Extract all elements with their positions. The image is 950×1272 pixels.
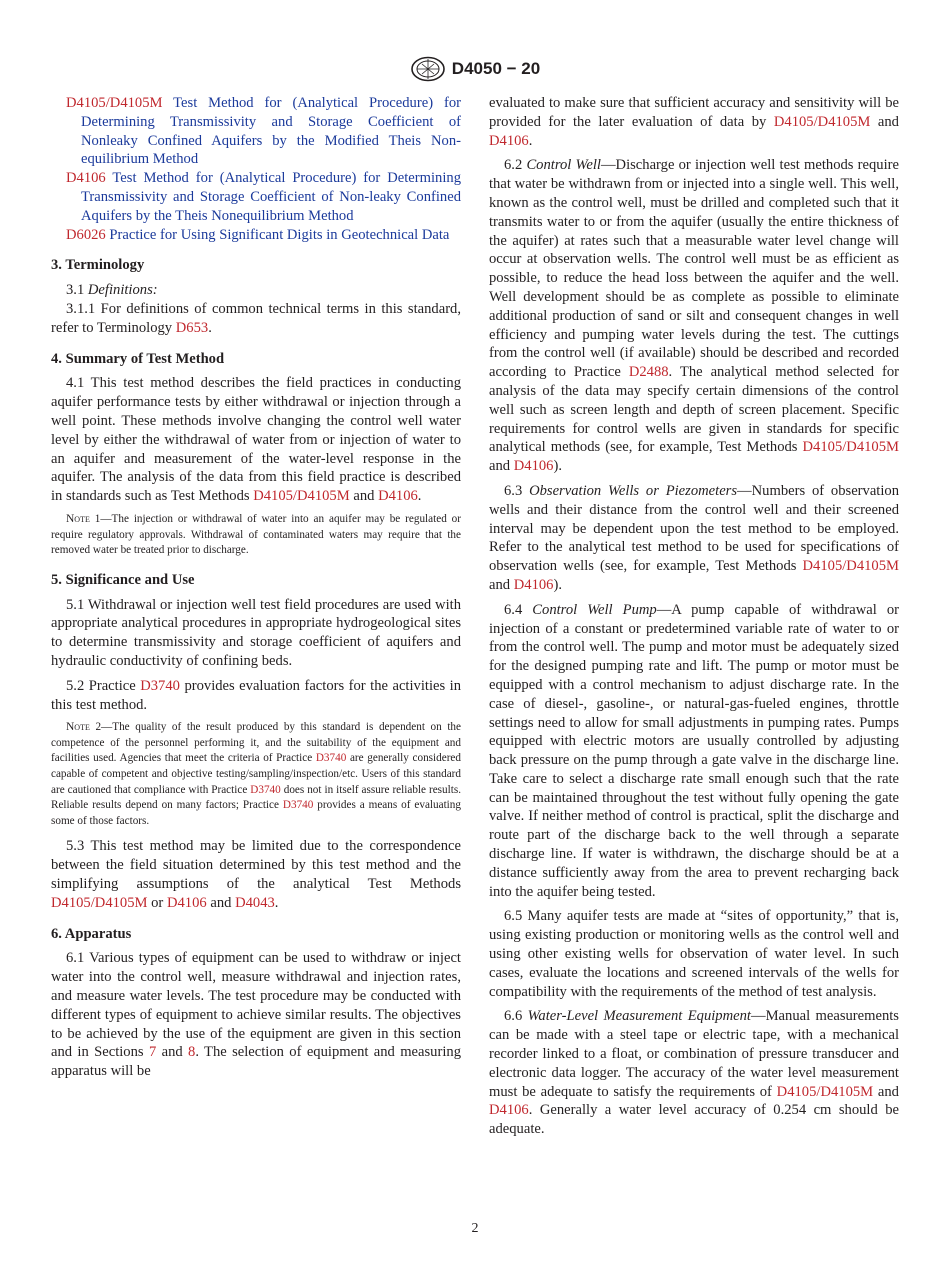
reference-link[interactable]: D4106 — [513, 576, 554, 593]
left-column — [51, 94, 461, 1087]
paragraph: 6.5 Many aquifer tests are made at “sites of opportunity,” that is, using existing production or monitoring wells as the control well and using other existing wells for observation of water level. In such cases, evaluate the locations and screened intervals of the wells for compatibility with the requirements of the method of test analysis. — [489, 908, 899, 1000]
reference-link[interactable]: D4105/D4105M — [776, 1083, 874, 1100]
section-heading: 6. Apparatus — [51, 925, 132, 942]
paragraph: 5.2 Practice D3740 provides evaluation factors for the activities in this test method. — [51, 677, 461, 713]
reference-link[interactable]: D4106 — [489, 1102, 529, 1119]
reference-link[interactable]: D4106 — [378, 488, 418, 505]
reference-item: D6026 Practice for Using Significant Digits in Geotechnical Data — [66, 226, 450, 243]
paragraph: 6.3 Observation Wells or Piezometers—Numbers of observation wells and their distance from the control well and their screened interval may be dependent upon the test method to be employed. Refer to the analytical test method to be used for specifications of observation wells (see, for example, Test Methods D4105/D4105M and D4106). — [489, 482, 900, 593]
paragraph: 6.2 Control Well—Discharge or injection well test methods require that water be withdrawn from or injected into a single well. This well, known as the control well, must be drilled and completed such that it transmits water to or from the aquifer (usually the entire thickness of the aquifer) at rates such that a measurable water level change will occur at observation wells. The control well must be as efficient as possible, to reduce the head loss between the aquifer and the well. Well development should be as complete as possible to eliminate additional production of sand or silt and consequent changes in well efficiency and pumping water levels during the test. The cuttings from the control well (if available) should be described and recorded according to Practice D2488. The analytical method selected for analysis of the data may specify certain dimensions of the control well such as screen length and depth of screen placement. Specific requirements for control wells are given in standards for specific analytical methods (see, for example, Test Methods D4105/D4105M and D4106). — [489, 157, 900, 475]
reference-link[interactable]: D4106 — [513, 458, 554, 475]
reference-link[interactable]: D3740 — [315, 752, 347, 765]
reference-link[interactable]: D4105/D4105M — [802, 558, 899, 575]
paragraph: 6.1 Various types of equipment can be used to withdraw or inject water into the control well, measure withdrawal and injection rates, and measure water levels. The test procedure may be conducted with different types of equipment to achieve similar results. The objectives to be achieved by the use of the equipment are given in this section and in Sections 7 and 8. The selection of equipment and measuring apparatus will be — [51, 950, 461, 1080]
section-heading: 3. Terminology — [51, 257, 145, 274]
reference-link[interactable]: D3740 — [282, 799, 314, 812]
paragraph: 6.6 Water-Level Measurement Equipment—Manual measurements can be made with a steel tape or electric tape, with a mechanical recorder linked to a float, or combination of pressure transducer and electronic data logger. The accuracy of the water level measurement must be adequate to satisfy the requirements of D4105/D4105M and D4106. Generally a water level accuracy of 0.254 cm should be adequate. — [489, 1008, 899, 1138]
reference-link[interactable]: D3740 — [140, 677, 180, 694]
paragraph: evaluated to make sure that sufficient accuracy and sensitivity will be provided for the later evaluation of data by D4105/D4105M and D4106. — [489, 95, 899, 149]
reference-item: D4105/D4105M Test Method for (Analytical Procedure) for Determining Transmissivity and Storage Coefficient of Nonleaky Confined Aquifers by the Modified Theis Non-equilibrium Method — [66, 95, 461, 168]
reference-link[interactable]: D4105/D4105M — [773, 113, 871, 130]
document-number: D4050 − 20 — [451, 59, 541, 78]
paragraph: 3.1 Definitions: — [66, 282, 158, 299]
page-header — [0, 56, 950, 87]
section-link[interactable]: 8 — [188, 1044, 196, 1061]
reference-link[interactable]: D4106 — [166, 894, 207, 911]
reference-link[interactable]: D2488 — [628, 364, 669, 381]
paragraph: 6.4 Control Well Pump—A pump capable of withdrawal or injection of a constant or predetermined variable rate of water to or from the control well. The pump and motor must be adequately sized for the designed pumping rate and lift. The pump or motor must be equipped with a control mechanism to adjust discharge rate. In the case of diesel-, gasoline-, or natural-gas-fueled engines, throttle settings need to allow for small adjustments in pumping rates. Pumps equipped with electric motors are usually controlled by adjusting back pressure on the pump through a gate valve in the discharge line. Take care to select a discharge rate small enough such that the rate can be maintained throughout the test without fully opening the gate valve. If neither method of control is practical, split the discharge and route part of the discharge back to the well through a separate discharge line. If water is withdrawn, the discharge should be at a distance sufficiently away from the area to prevent recharging back into the aquifer being tested. — [489, 601, 899, 900]
section-link[interactable]: 7 — [148, 1044, 157, 1061]
reference-link[interactable]: D3740 — [250, 783, 281, 796]
reference-link[interactable]: D4105/D4105M — [802, 439, 899, 456]
section-heading: 5. Significance and Use — [51, 571, 195, 588]
paragraph: 5.3 This test method may be limited due to the correspondence between the field situation determined by this test method and the simplifying assumptions of the analytical Test Methods D4105/D4105M or D4106 and D4043. — [51, 838, 461, 911]
paragraph: 5.1 Withdrawal or injection well test field procedures are used with appropriate analytical procedures in appropriate hydrogeological sites to determine transmissivity and storage coefficient of aquifers and hydraulic conductivity of confining beds. — [51, 596, 461, 669]
page-number: 2 — [471, 1221, 479, 1236]
reference-link[interactable]: D4105/D4105M — [66, 95, 163, 111]
paragraph: 4.1 This test method describes the field practices in conducting aquifer performance tests by either withdrawal or injection through a well point. These methods involve changing the control well water level by either the withdrawal of water from or injection of water to an aquifer and measurement of the water-level response in the aquifer. The analysis of the data from this field practice is described in standards such as Test Methods D4105/D4105M and D4106. — [51, 375, 461, 505]
reference-link[interactable]: D4105/D4105M — [253, 488, 350, 505]
astm-logo-icon — [410, 56, 446, 82]
right-column — [489, 94, 899, 1145]
section-heading: 4. Summary of Test Method — [51, 350, 225, 367]
paragraph: 3.1.1 For definitions of common technical terms in this standard, refer to Terminology D653. — [51, 300, 461, 336]
reference-link[interactable]: D4043 — [235, 894, 275, 911]
reference-link[interactable]: D6026 — [66, 226, 106, 243]
reference-link[interactable]: D4106 — [66, 170, 106, 187]
reference-link[interactable]: D653 — [175, 319, 209, 336]
reference-link[interactable]: D4106 — [489, 132, 529, 149]
reference-item: D4106 Test Method for (Analytical Procedure) for Determining Transmissivity and Storage Coefficient of Non-leaky Confined Aquifers by the Theis Nonequilibrium Method — [66, 170, 461, 224]
note: Note 2—The quality of the result produced by this standard is dependent on the competence of the personnel performing it, and the suitability of the equipment and facilities used. Agencies that meet the criteria of Practice D3740 are generally considered capable of competent and objective testing/sampling/inspection/etc. Users of this standard are cautioned that compliance with Practice D3740 does not in itself assure reliable results. Reliable results depend on many factors; Practice D3740 provides a means of evaluating some of those factors. — [51, 721, 461, 827]
note: Note 1—The injection or withdrawal of water into an aquifer may be regulated or require regulatory approvals. Withdrawal of contaminated waters may require that the removed water be treated prior to discharge. — [51, 512, 461, 557]
reference-link[interactable]: D4105/D4105M — [51, 894, 148, 911]
